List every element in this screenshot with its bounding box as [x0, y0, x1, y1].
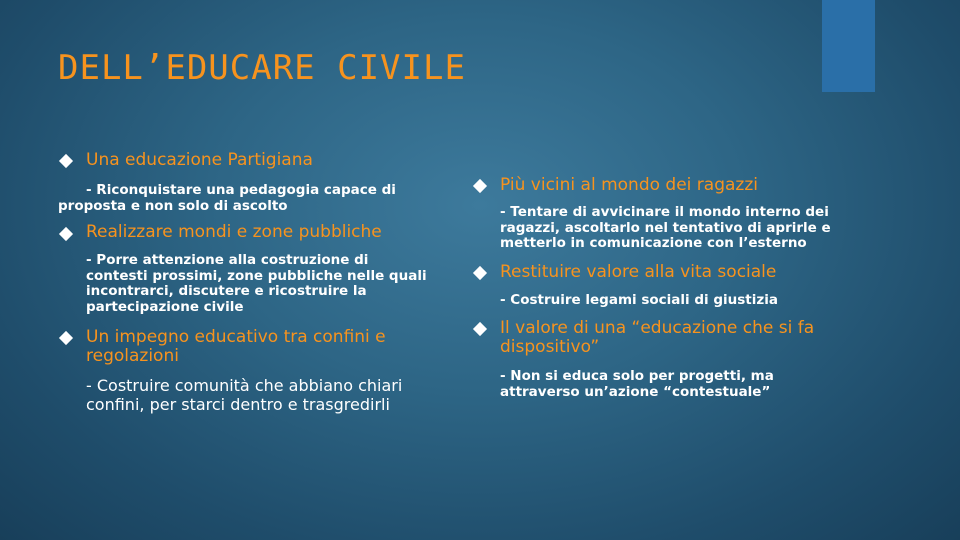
left-item-3-text: - Costruire comunità che abbiano chiari confini, per starci dentro e trasgredirli — [86, 376, 403, 414]
right-item-3-text: - Non si educa solo per progetti, ma attraverso un’azione “contestuale” — [500, 368, 774, 400]
diamond-bullet-icon — [59, 227, 73, 241]
left-item-3-heading: Un impegno educativo tra confini e regolazioni — [86, 327, 386, 366]
left-item-2-heading: Realizzare mondi e zone pubbliche — [86, 222, 382, 242]
diamond-bullet-icon — [473, 179, 487, 193]
slide-title: DELL’EDUCARE CIVILE — [58, 48, 466, 88]
diamond-bullet-icon — [59, 154, 73, 168]
right-item-3-heading: Il valore di una “educazione che si fa dispositivo” — [500, 318, 815, 357]
right-item-2-heading: Restituire valore alla vita sociale — [500, 262, 777, 282]
diamond-bullet-icon — [473, 266, 487, 280]
left-item-1-text: - Riconquistare una pedagogia capace di proposta e non solo di ascolto — [58, 182, 396, 214]
diamond-bullet-icon — [473, 322, 487, 336]
diamond-bullet-icon — [59, 331, 73, 345]
accent-bar — [822, 0, 875, 92]
left-item-1-heading: Una educazione Partigiana — [86, 150, 313, 170]
right-item-2-text: - Costruire legami sociali di giustizia — [500, 292, 778, 308]
right-item-1-heading: Più vicini al mondo dei ragazzi — [500, 175, 758, 195]
right-item-1-text: - Tentare di avvicinare il mondo interno dei ragazzi, ascoltarlo nel tentativo di aprirle e metterlo in comunicazione con l’esterno — [500, 204, 831, 251]
left-item-2-text: - Porre attenzione alla costruzione di contesti prossimi, zone pubbliche nelle quali incontrarci, discutere e ricostruire la partecipazione civile — [86, 252, 427, 315]
